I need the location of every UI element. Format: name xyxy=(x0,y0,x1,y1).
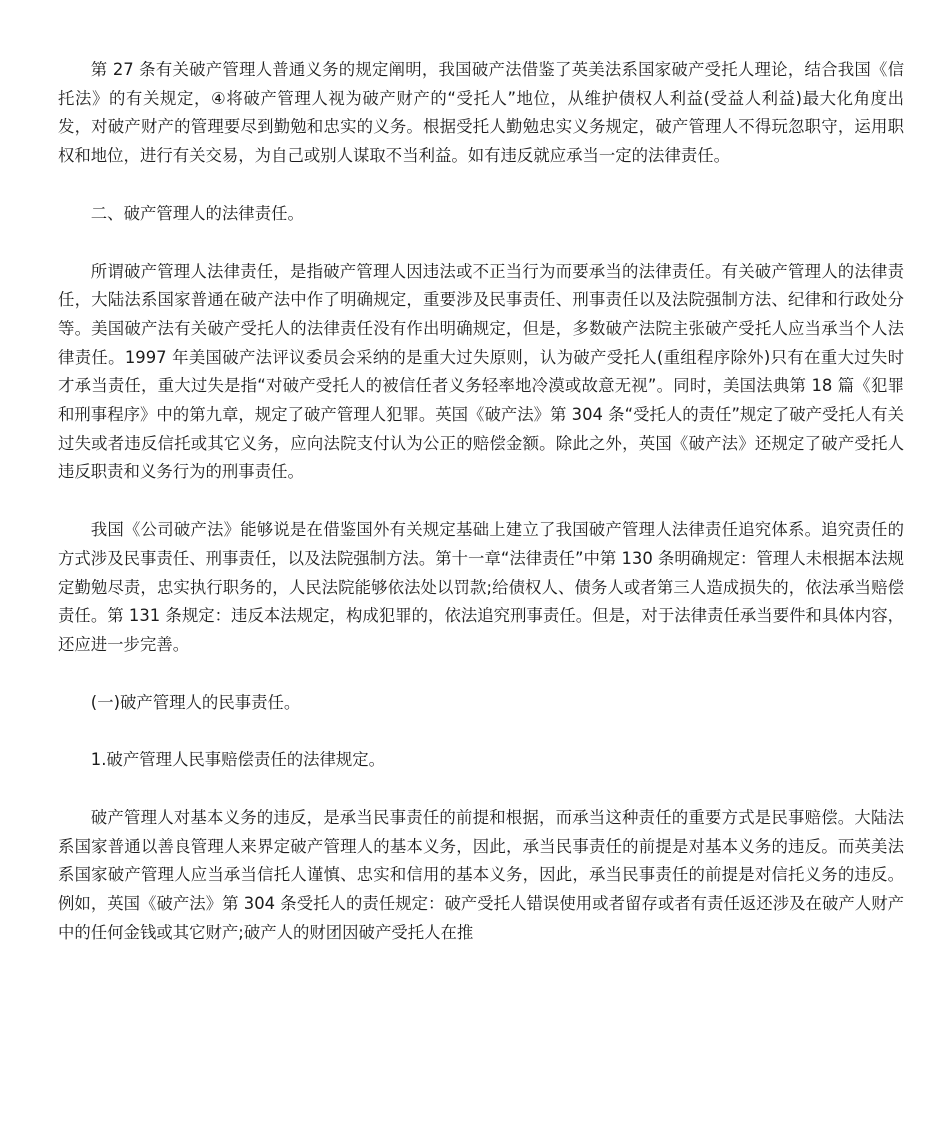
subheading-civil-compensation: 1.破产管理人民事赔偿责任的法律规定。 xyxy=(90,750,386,770)
section-heading-legal-liability: 二、破产管理人的法律责任。 xyxy=(90,203,304,223)
subheading-civil-liability: (一)破产管理人的民事责任。 xyxy=(90,692,301,712)
paragraph-domestic-liability: 我国《公司破产法》能够说是在借鉴国外有关规定基础上建立了我国破产管理人法律责任追究体系。追究责任的方式涉及民事责任、刑事责任，以及法院强制方法。第十一章“法律责任”中第 130 条明确规定：管理人未根据本法规定勤勉尽责，忠实执行职务的，人民法院能够依法处以罚款;给债权人、债务人或者第三人造成损失的，依法承当赔偿责任。第 131 条规定：违反本法规定，构成犯罪的，依法追究刑事责任。但是，对于法律责任承当要件和具体内容，还应进一步完善。 xyxy=(58,520,904,654)
paragraph-foreign-liability: 所谓破产管理人法律责任，是指破产管理人因违法或不正当行为而要承当的法律责任。有关破产管理人的法律责任，大陆法系国家普通在破产法中作了明确规定，重要涉及民事责任、刑事责任以及法院强制方法、纪律和行政处分等。美国破产法有关破产受托人的法律责任没有作出明确规定，但是，多数破产法院主张破产受托人应当承当个人法律责任。1997 年美国破产法评议委员会采纳的是重大过失原则，认为破产受托人(重组程序除外)只有在重大过失时才承当责任，重大过失是指“对破产受托人的被信任者义务轻率地冷漠或故意无视”。同时，美国法典第 18 篇《犯罪和刑事程序》中的第九章，规定了破产管理人犯罪。英国《破产法》第 304 条“受托人的责任”规定了破产受托人有关过失或者违反信托或其它义务，应向法院支付认为公正的赔偿金额。除此之外，英国《破产法》还规定了破产受托人违反职责和义务行为的刑事责任。 xyxy=(58,261,904,482)
document-page xyxy=(58,56,904,977)
paragraph-article-27: 第 27 条有关破产管理人普通义务的规定阐明，我国破产法借鉴了英美法系国家破产受托人理论，结合我国《信托法》的有关规定，④将破产管理人视为破产财产的“受托人”地位，从维护债权人利益(受益人利益)最大化角度出发，对破产财产的管理要尽到勤勉和忠实的义务。根据受托人勤勉忠实义务规定，破产管理人不得玩忽职守，运用职权和地位，进行有关交易，为自己或别人谋取不当利益。如有违反就应承当一定的法律责任。 xyxy=(58,60,904,166)
paragraph-duty-violation: 破产管理人对基本义务的违反，是承当民事责任的前提和根据，而承当这种责任的重要方式是民事赔偿。大陆法系国家普通以善良管理人来界定破产管理人的基本义务，因此，承当民事责任的前提是对基本义务的违反。而英美法系国家破产管理人应当承当信托人谨慎、忠实和信用的基本义务，因此，承当民事责任的前提是对信托义务的违反。例如，英国《破产法》第 304 条受托人的责任规定：破产受托人错误使用或者留存或者有责任返还涉及在破产人财产中的任何金钱或其它财产;破产人的财团因破产受托人在推 xyxy=(58,808,904,942)
